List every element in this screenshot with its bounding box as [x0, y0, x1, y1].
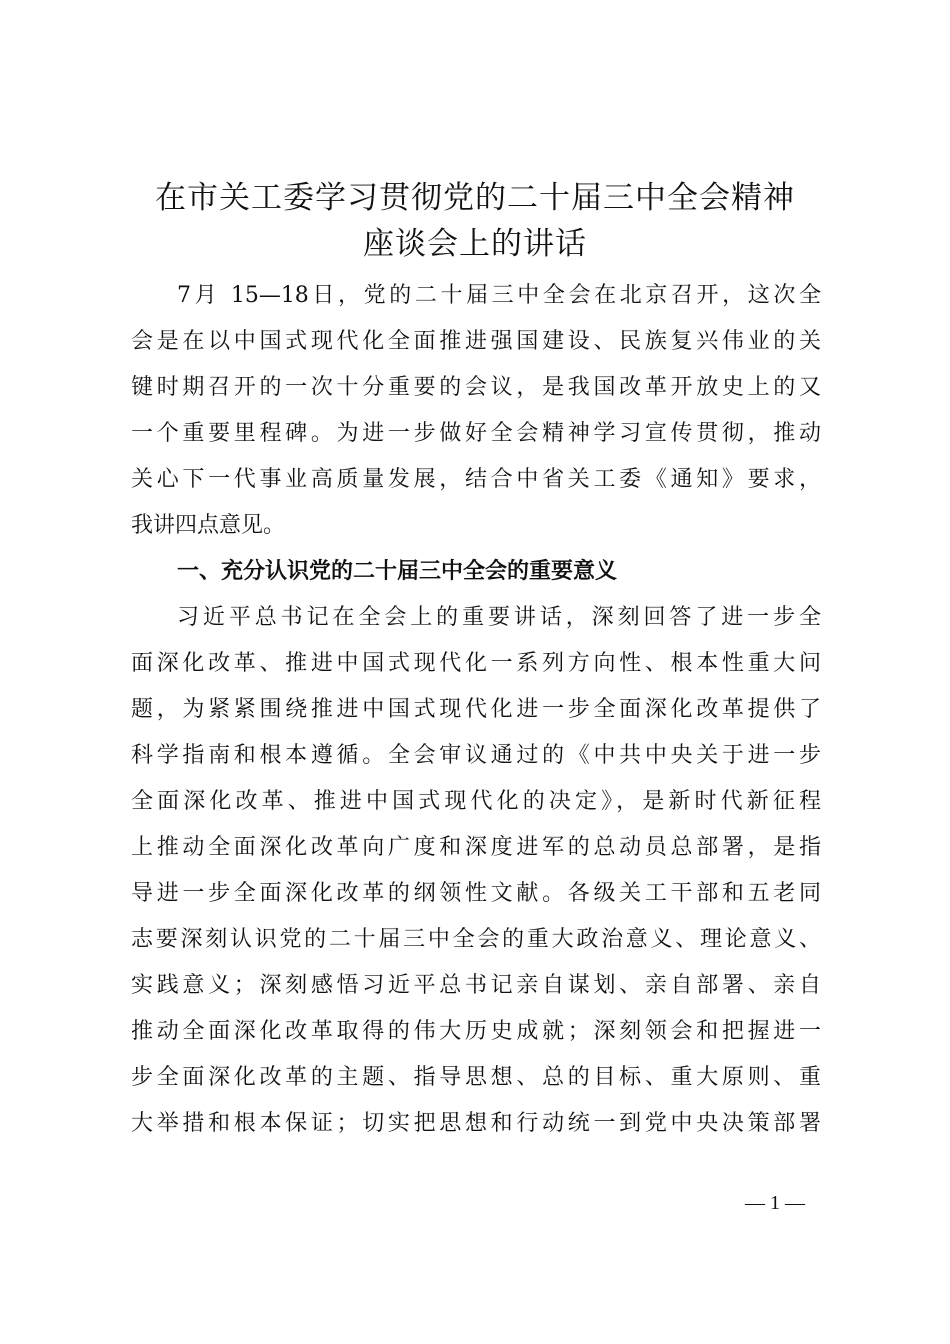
document-title-line-2: 座谈会上的讲话 — [363, 226, 587, 262]
text-line: 题，为紧紧围绕推进中国式现代化进一步全面深化改革提供了 — [131, 697, 821, 722]
text-line: 面深化改革、推进中国式现代化一系列方向性、根本性重大问 — [131, 651, 821, 676]
document-title-line-1: 在市关工委学习贯彻党的二十届三中全会精神 — [155, 180, 795, 216]
text-line: 大举措和根本保证；切实把思想和行动统一到党中央决策部署 — [131, 1111, 821, 1136]
text-line: 上推动全面深化改革向广度和深度进军的总动员总部署，是指 — [131, 835, 821, 860]
text-line: 导进一步全面深化改革的纲领性文献。各级关工干部和五老同 — [131, 881, 821, 906]
text-line: 实践意义；深刻感悟习近平总书记亲自谋划、亲自部署、亲自 — [131, 973, 821, 998]
text-line: 志要深刻认识党的二十届三中全会的重大政治意义、理论意义、 — [131, 927, 821, 952]
text-line: 步全面深化改革的主题、指导思想、总的目标、重大原则、重 — [131, 1065, 821, 1090]
text-line: 会是在以中国式现代化全面推进强国建设、民族复兴伟业的关 — [131, 329, 821, 354]
text-line: 键时期召开的一次十分重要的会议，是我国改革开放史上的又 — [131, 375, 821, 400]
text-line: 全面深化改革、推进中国式现代化的决定》，是新时代新征程 — [131, 789, 821, 814]
page-number: — 1 — — [745, 1192, 805, 1214]
text-line: 推动全面深化改革取得的伟大历史成就；深刻领会和把握进一 — [131, 1019, 821, 1044]
section-heading-1: 一、充分认识党的二十届三中全会的重要意义 — [177, 559, 618, 584]
text-line: 7月 15—18日，党的二十届三中全会在北京召开，这次全 — [177, 283, 821, 308]
text-line: 习近平总书记在全会上的重要讲话，深刻回答了进一步全 — [177, 605, 821, 630]
text-line: 关心下一代事业高质量发展，结合中省关工委《通知》要求， — [131, 467, 821, 492]
text-line: 一个重要里程碑。为进一步做好全会精神学习宣传贯彻，推动 — [131, 421, 821, 446]
text-line: 科学指南和根本遵循。全会审议通过的《中共中央关于进一步 — [131, 743, 821, 768]
text-line: 我讲四点意见。 — [131, 513, 286, 538]
